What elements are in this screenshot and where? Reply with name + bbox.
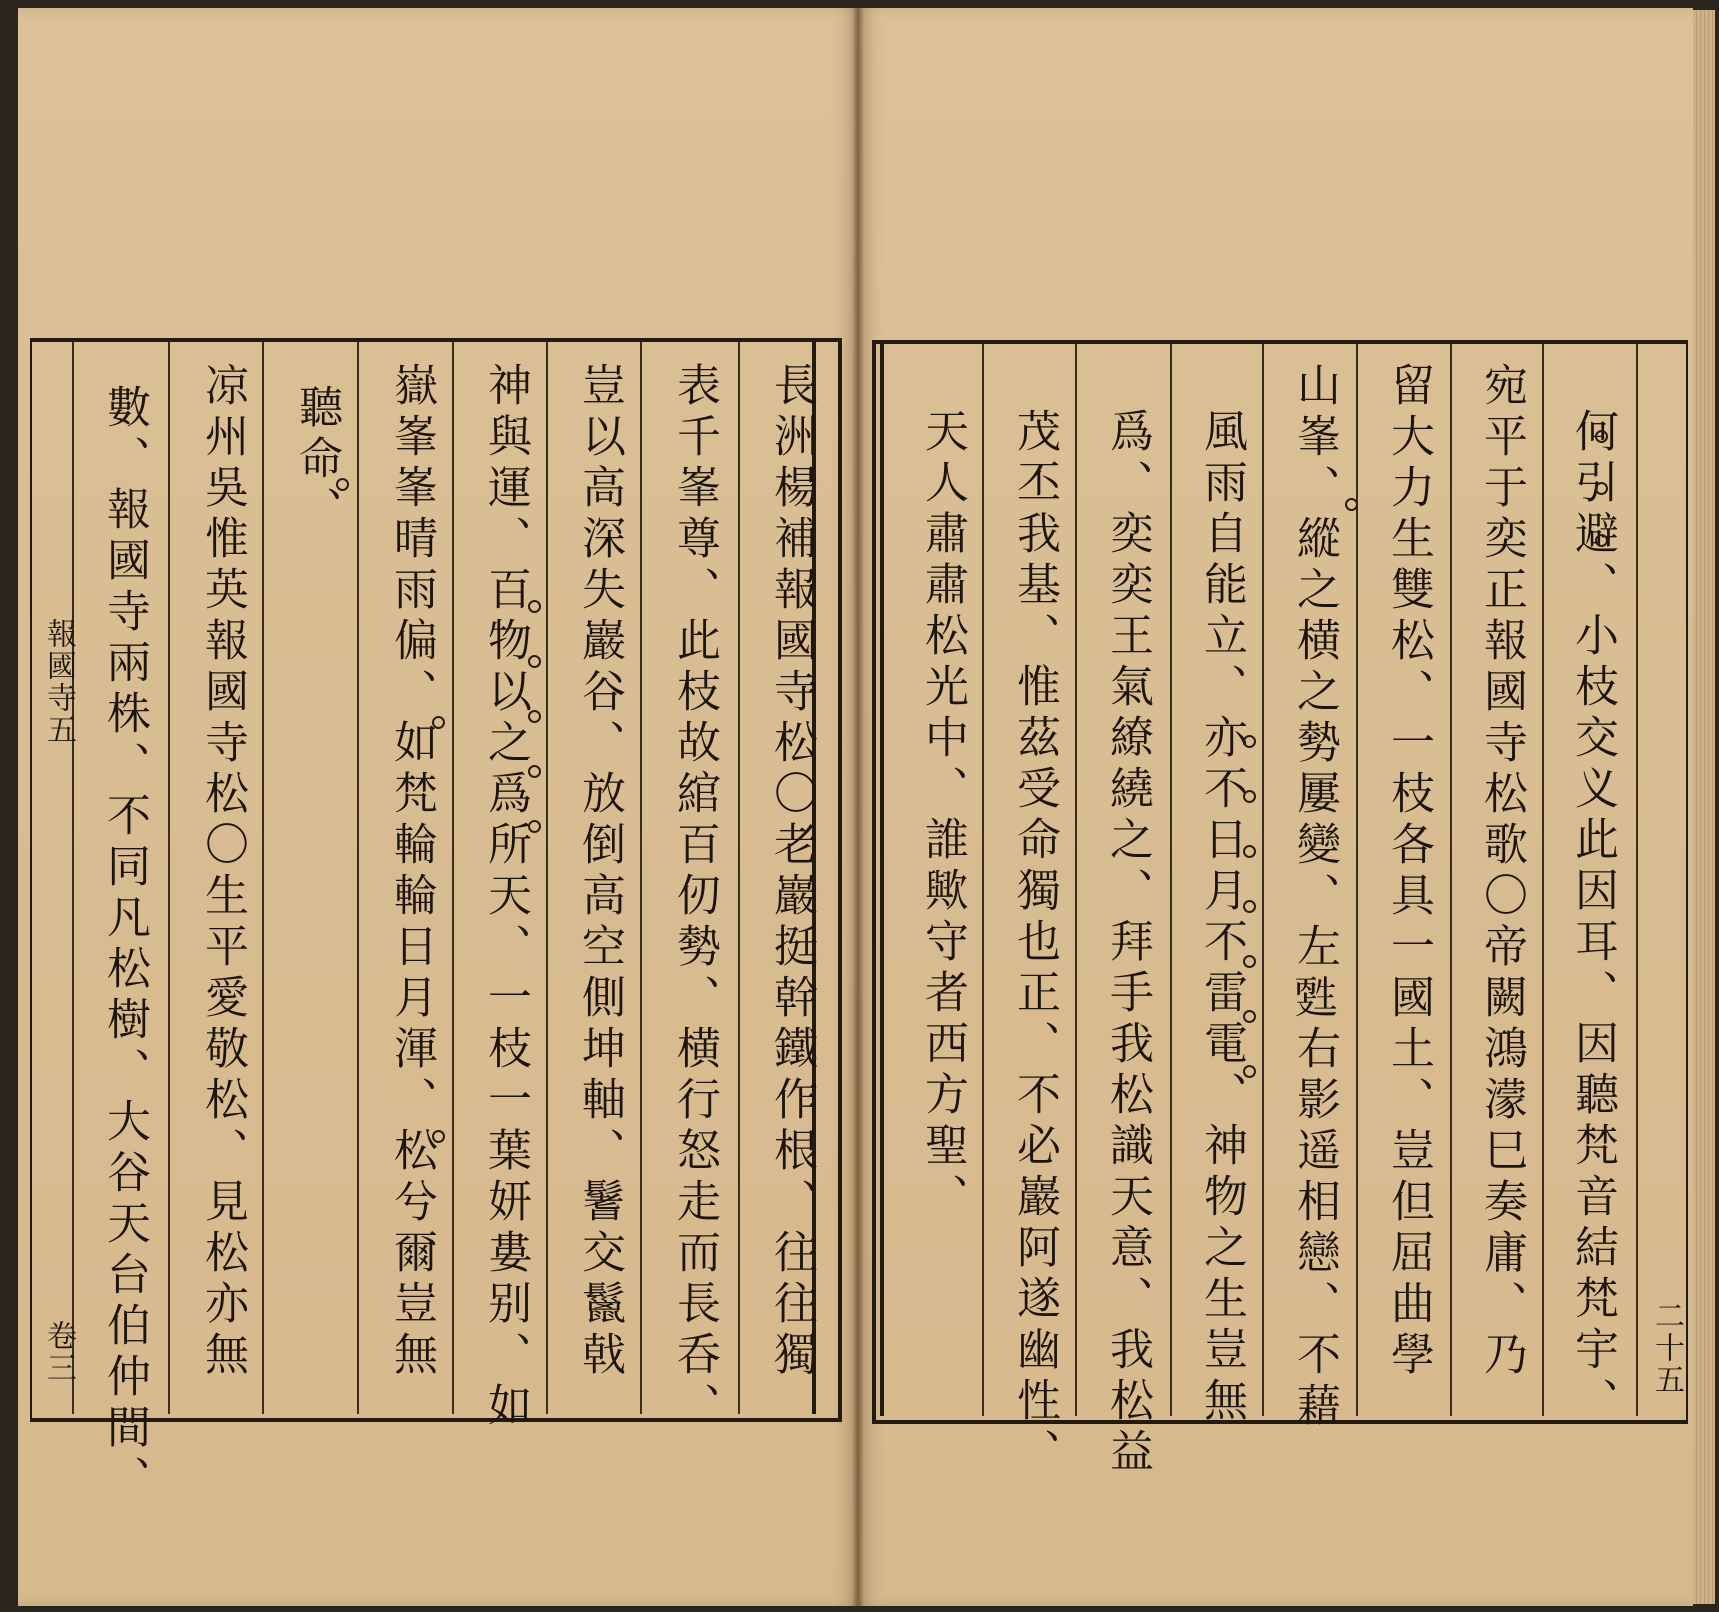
- left-column-5: 嶽峯峯晴雨偏、如梵輪輪日月渾、松兮爾豈無: [386, 362, 437, 1382]
- annotation-circle: [1243, 735, 1256, 748]
- column-rule: [452, 342, 454, 1414]
- left-column-3: 豈以高深失巖谷、放倒高空側坤軸、鬐交鬣戟: [574, 362, 625, 1382]
- left-column-2: 表千峯尊、此枝故綰百仞勢、横行怒走而長呑、: [669, 362, 720, 1433]
- annotation-circle: [1595, 430, 1608, 443]
- annotation-circle: [528, 710, 541, 723]
- column-rule: [1636, 344, 1638, 1416]
- annotation-circle: [528, 765, 541, 778]
- annotation-circle: [1595, 534, 1608, 547]
- left-margin-volume: 卷三: [41, 1320, 76, 1384]
- book-gutter: [852, 8, 864, 1606]
- column-rule: [738, 342, 740, 1414]
- column-rule: [640, 342, 642, 1414]
- annotation-circle: [432, 716, 445, 729]
- right-column-1: 何引避、小枝交义此因耳、因聽梵音結梵宇、: [1567, 408, 1618, 1428]
- annotation-circle: [528, 655, 541, 668]
- right-column-3: 留大力生雙松、一枝各具一國土、豈但屈曲學: [1383, 362, 1434, 1382]
- annotation-circle: [528, 820, 541, 833]
- column-rule: [168, 342, 170, 1414]
- right-margin-page-number: 二十五: [1649, 1300, 1684, 1396]
- column-rule: [982, 344, 984, 1416]
- annotation-circle: [1243, 1010, 1256, 1023]
- right-column-8: 天人肅肅松光中、誰歟守者西方聖、: [917, 408, 968, 1224]
- left-column-9: 數、報國寺兩株、不同凡松樹、大谷天台伯仲間、: [99, 384, 150, 1506]
- annotation-circle: [432, 1130, 445, 1143]
- right-column-4: 山峯、縱之横之勢屢變、左𤯳右影遥相戀、不藉: [1289, 362, 1340, 1433]
- left-margin-title: 報國寺五: [41, 618, 76, 746]
- right-column-6: 爲、奕奕王氣繚繞之、拜手我松識天意、我松益: [1102, 408, 1153, 1479]
- column-rule: [880, 344, 884, 1416]
- column-rule: [357, 342, 359, 1414]
- left-column-1: 長洲楊補報國寺松〇老巖挺幹鐵作根、往往獨: [766, 362, 817, 1382]
- annotation-circle: [1243, 790, 1256, 803]
- column-rule: [1450, 344, 1452, 1416]
- annotation-circle: [1345, 498, 1358, 511]
- annotation-circle: [528, 600, 541, 613]
- column-rule: [1262, 344, 1264, 1416]
- column-rule: [1170, 344, 1172, 1416]
- left-column-6: 聽命、: [291, 384, 342, 537]
- annotation-circle: [1595, 482, 1608, 495]
- column-rule: [1075, 344, 1077, 1416]
- column-rule: [546, 342, 548, 1414]
- annotation-circle: [1243, 900, 1256, 913]
- annotation-circle: [336, 478, 349, 491]
- right-column-7: 茂丕我基、惟茲受命獨也正、不必巖阿遂幽性、: [1009, 408, 1060, 1479]
- annotation-circle: [1243, 845, 1256, 858]
- column-rule: [72, 342, 74, 1414]
- column-rule: [262, 342, 264, 1414]
- right-column-2: 宛平于奕正報國寺松歌〇帝闕鴻濛巳奏庸、乃: [1476, 362, 1527, 1382]
- annotation-circle: [1243, 1065, 1256, 1078]
- left-column-4: 神與運、百物以之爲所天、一枝一葉妍婁别、如: [480, 362, 531, 1433]
- right-column-5: 風雨自能立、亦不日月不雷電、神物之生豈無: [1196, 408, 1247, 1428]
- page-edges: [1693, 10, 1715, 1604]
- left-column-8: 凉州吳惟英報國寺松〇生平愛敬松、見松亦無: [197, 362, 248, 1382]
- column-rule: [1542, 344, 1544, 1416]
- annotation-circle: [1243, 955, 1256, 968]
